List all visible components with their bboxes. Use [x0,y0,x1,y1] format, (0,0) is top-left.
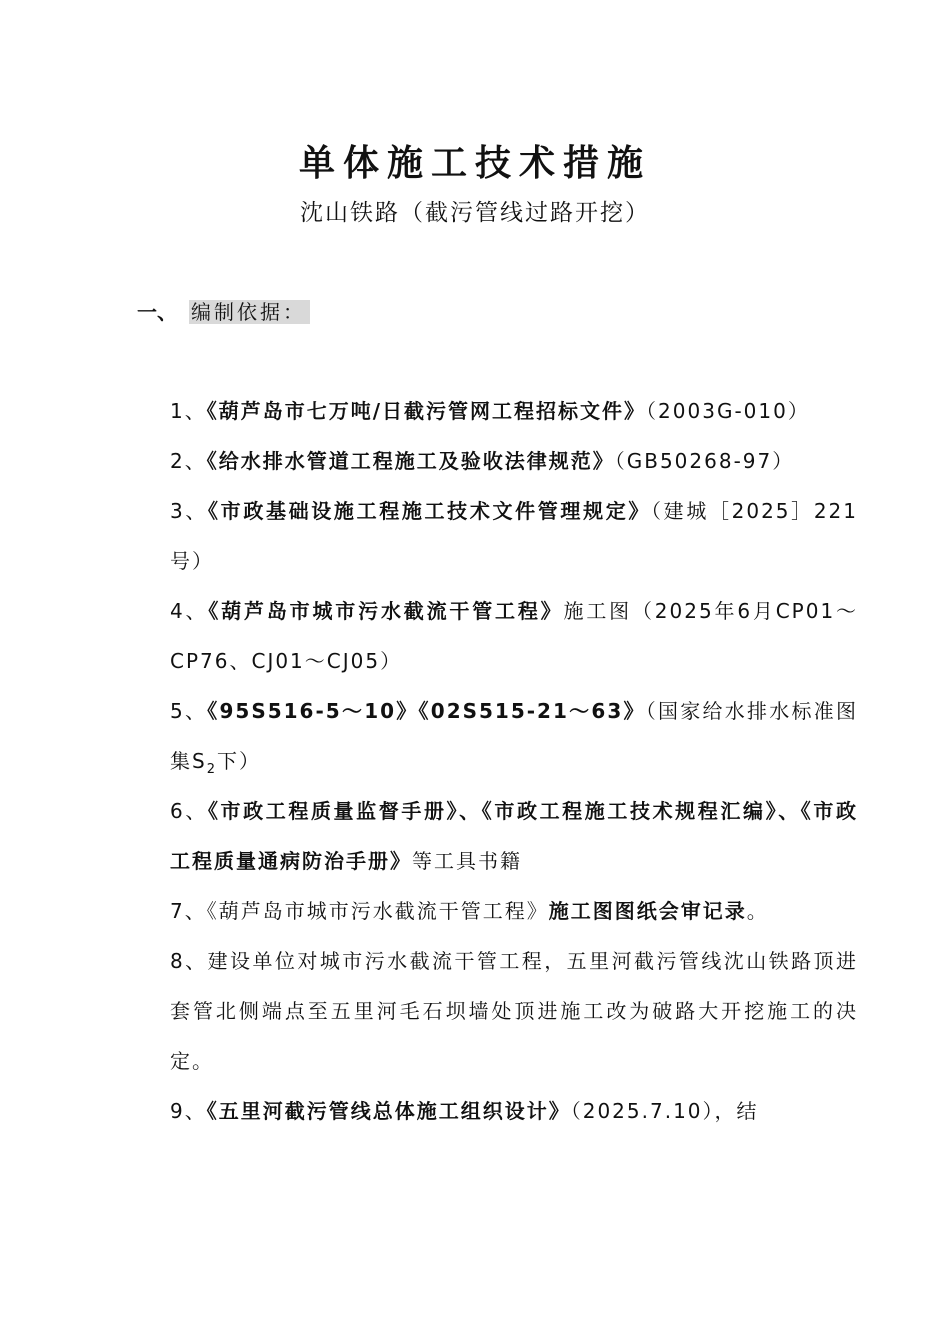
document-subtitle: 沈山铁路（截污管线过路开挖） [300,200,650,226]
list-item: 5、《95S516-5～10》《02S515-21～63》（国家给水排水标准图集$S_2$下） [170,699,858,777]
list-item: 8、建设单位对城市污水截流干管工程，五里河截污管线沈山铁路顶进套管北侧端点至五里河毛石坝墙处顶进施工改为破路大开挖施工的决定。 [170,949,858,1073]
list-item: 6、《市政工程质量监督手册》、《市政工程施工技术规程汇编》、《市政工程质量通病防治手册》等工具书籍 [170,799,858,873]
section-label: 编制依据： [189,300,310,324]
basis-list [170,386,858,1136]
list-item: 9、《五里河截污管线总体施工组织设计》（2025.7.10），结 [170,1099,759,1123]
document-title: 单体施工技术措施 [298,143,651,184]
section-number: 一、 [137,300,177,324]
list-item: 7、《葫芦岛市城市污水截流干管工程》施工图图纸会审记录。 [170,899,769,923]
list-item: 1、《葫芦岛市七万吨/日截污管网工程招标文件》（2003G-010） [170,399,810,423]
list-item: 2、《给水排水管道工程施工及验收法律规范》（GB50268-97） [170,449,795,473]
list-item: 4、《葫芦岛市城市污水截流干管工程》施工图（2025年6月CP01～CP76、CJ01～CJ05） [170,599,858,673]
section-heading [137,296,310,328]
list-item: 3、《市政基础设施工程施工技术文件管理规定》（建城［2025］221号） [170,499,859,573]
